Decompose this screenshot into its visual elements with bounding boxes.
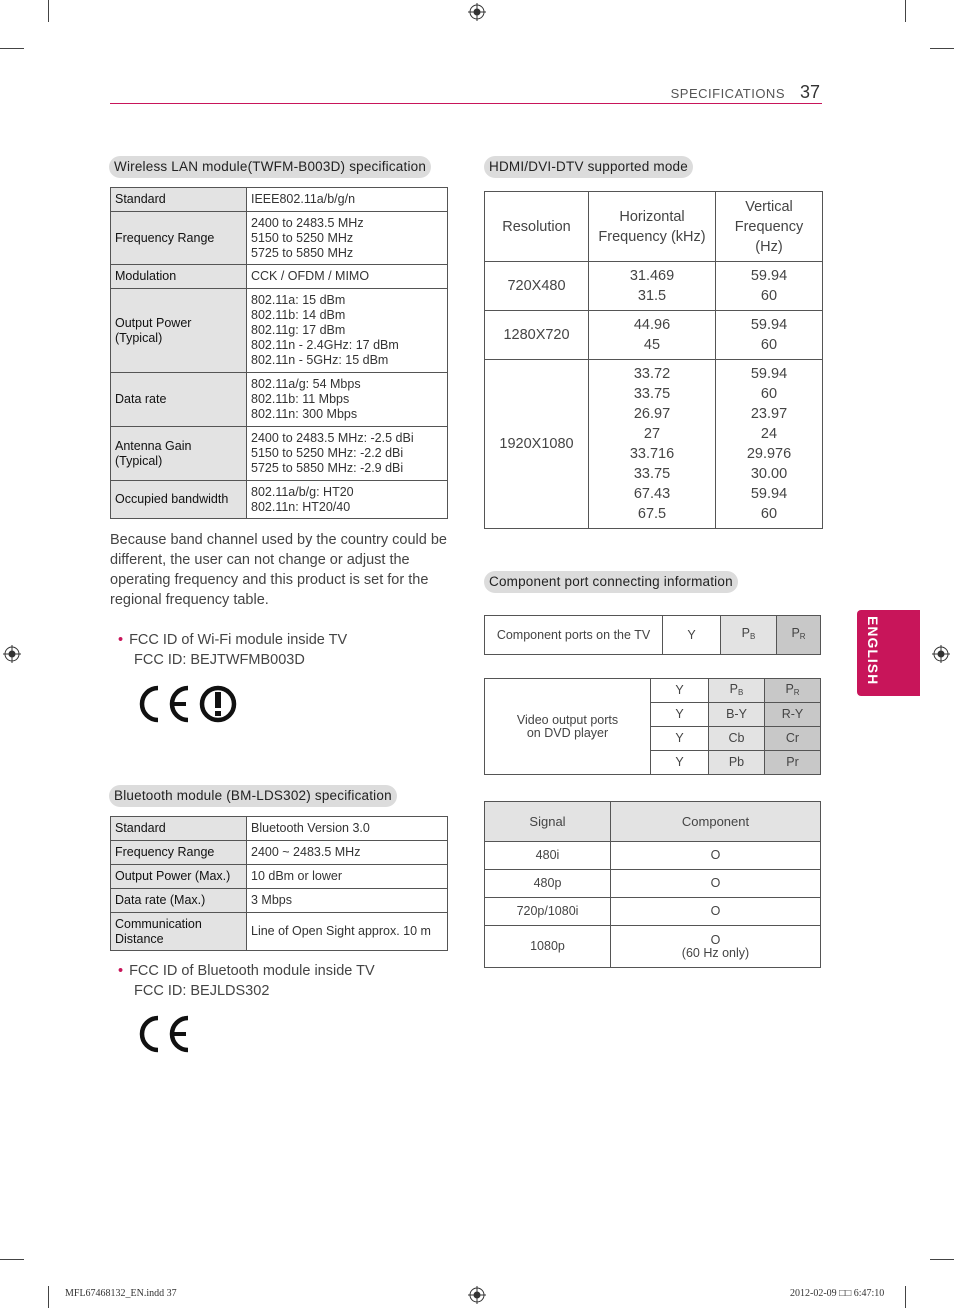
port-pb: $P_B$	[709, 679, 765, 703]
table-header-row	[485, 802, 821, 842]
bt-fcc-line2: FCC ID: BEJLDS302	[134, 983, 270, 999]
table-row	[111, 212, 448, 265]
bt-fcc-line1: FCC ID of Bluetooth module inside TV	[129, 963, 375, 979]
component-cell: O	[611, 898, 821, 926]
spec-label: Modulation	[111, 265, 247, 289]
port-y: Y	[651, 727, 709, 751]
spec-value: 802.11a: 15 dBm 802.11b: 14 dBm 802.11g: 17 dBm 802.11n - 2.4GHz: 17 dBm 802.11n - 5GHz: 15 dBm	[247, 289, 448, 373]
wifi-fcc-line2: FCC ID: BEJTWFMB003D	[134, 652, 305, 668]
spec-value: 802.11a/g: 54 Mbps 802.11b: 11 Mbps 802.11n: 300 Mbps	[247, 373, 448, 427]
spec-value: 3 Mbps	[247, 889, 448, 913]
port-pr: Pr	[765, 751, 821, 775]
resolution-cell: 1920X1080	[485, 360, 589, 529]
table-row	[111, 289, 448, 373]
signal-support-table	[484, 801, 821, 968]
column-header: Vertical Frequency (Hz)	[716, 192, 823, 262]
table-row	[111, 913, 448, 951]
port-pr: Cr	[765, 727, 821, 751]
signal-cell: 720p/1080i	[485, 898, 611, 926]
table-row	[111, 427, 448, 481]
ce-alert-mark-icon	[136, 684, 240, 724]
page-number: 37	[800, 82, 821, 102]
frequency-note: Because band channel used by the country could be different, the user can not change or adjust the operating frequency and this product is set for the regional frequency table.	[110, 532, 447, 608]
footer-filename: MFL67468132_EN.indd 37	[65, 1288, 177, 1299]
component-cell: O	[611, 842, 821, 870]
table-row	[111, 889, 448, 913]
ce-mark-icon	[136, 1014, 192, 1054]
port-y: Y	[651, 679, 709, 703]
table-header-row	[485, 192, 823, 262]
spec-value: Bluetooth Version 3.0	[247, 817, 448, 841]
bullet-icon: •	[118, 963, 124, 979]
registration-mark-icon	[932, 645, 950, 663]
spec-value: 10 dBm or lower	[247, 865, 448, 889]
resolution-cell: 720X480	[485, 262, 589, 311]
port-pr: R-Y	[765, 703, 821, 727]
spec-label: Standard	[111, 188, 247, 212]
spec-label: Frequency Range	[111, 212, 247, 265]
column-header: Horizontal Frequency (kHz)	[589, 192, 716, 262]
spec-value: IEEE802.11a/b/g/n	[247, 188, 448, 212]
table-row	[111, 188, 448, 212]
dvd-ports-label: Video output ports on DVD player	[485, 679, 651, 775]
registration-mark-icon	[468, 3, 486, 21]
footer-timestamp: 2012-02-09 □□ 6:47:10	[790, 1288, 885, 1299]
registration-mark-icon	[468, 1286, 486, 1304]
table-row	[111, 865, 448, 889]
spec-value: 802.11a/b/g: HT20 802.11n: HT20/40	[247, 481, 448, 519]
port-pr: $P_R$	[777, 616, 821, 655]
port-y: Y	[651, 751, 709, 775]
column-header: Signal	[485, 802, 611, 842]
port-pb: Pb	[709, 751, 765, 775]
port-y: Y	[663, 616, 721, 655]
table-row	[111, 373, 448, 427]
spec-label: Output Power (Max.)	[111, 865, 247, 889]
tv-ports-label: Component ports on the TV	[485, 616, 663, 655]
spec-label: Frequency Range	[111, 841, 247, 865]
table-row	[485, 360, 823, 529]
registration-mark-icon	[3, 645, 21, 663]
port-pb: $P_B$	[721, 616, 777, 655]
v-freq-cell: 59.94 60	[716, 311, 823, 360]
h-freq-cell: 33.72 33.75 26.97 27 33.716 33.75 67.43 67.5	[589, 360, 716, 529]
wifi-fcc-line1: FCC ID of Wi-Fi module inside TV	[129, 632, 348, 648]
wifi-fcc-item	[118, 630, 448, 670]
spec-label: Antenna Gain (Typical)	[111, 427, 247, 481]
port-pr: $P_R$	[765, 679, 821, 703]
table-row	[111, 817, 448, 841]
h-freq-cell: 44.96 45	[589, 311, 716, 360]
component-cell: O	[611, 870, 821, 898]
dvd-output-ports-table	[484, 678, 821, 775]
v-freq-cell: 59.94 60 23.97 24 29.976 30.00 59.94 60	[716, 360, 823, 529]
table-row	[485, 311, 823, 360]
table-row	[485, 870, 821, 898]
table-row	[485, 679, 821, 703]
bt-section-title: Bluetooth module (BM-LDS302) specification	[109, 785, 397, 807]
wlan-spec-table	[110, 187, 448, 519]
v-freq-cell: 59.94 60	[716, 262, 823, 311]
header-rule	[110, 103, 822, 104]
spec-label: Output Power (Typical)	[111, 289, 247, 373]
column-header: Resolution	[485, 192, 589, 262]
spec-value: CCK / OFDM / MIMO	[247, 265, 448, 289]
bt-fcc-item	[118, 961, 448, 1001]
component-cell: O (60 Hz only)	[611, 926, 821, 968]
h-freq-cell: 31.469 31.5	[589, 262, 716, 311]
hdmi-section-title: HDMI/DVI-DTV supported mode	[484, 156, 693, 178]
column-header: Component	[611, 802, 821, 842]
spec-label: Standard	[111, 817, 247, 841]
table-row	[111, 841, 448, 865]
port-y: Y	[651, 703, 709, 727]
resolution-cell: 1280X720	[485, 311, 589, 360]
running-header: SPECIFICATIONS	[670, 86, 785, 101]
hdmi-mode-table	[484, 191, 823, 529]
table-row	[485, 898, 821, 926]
tv-component-ports-table	[484, 615, 821, 655]
wlan-section-title: Wireless LAN module(TWFM-B003D) specification	[109, 156, 431, 178]
spec-value: 2400 to 2483.5 MHz: -2.5 dBi 5150 to 5250 MHz: -2.2 dBi 5725 to 5850 MHz: -2.9 dBi	[247, 427, 448, 481]
spec-label: Data rate	[111, 373, 247, 427]
component-section-title: Component port connecting information	[484, 571, 738, 593]
table-row	[111, 481, 448, 519]
spec-value: 2400 to 2483.5 MHz 5150 to 5250 MHz 5725 to 5850 MHz	[247, 212, 448, 265]
table-row	[485, 262, 823, 311]
table-row	[485, 616, 821, 655]
table-row	[111, 265, 448, 289]
spec-value: Line of Open Sight approx. 10 m	[247, 913, 448, 951]
spec-label: Communication Distance	[111, 913, 247, 951]
language-tab-label: ENGLISH	[865, 616, 881, 686]
table-row	[485, 926, 821, 968]
signal-cell: 1080p	[485, 926, 611, 968]
port-pb: Cb	[709, 727, 765, 751]
bt-spec-table	[110, 816, 448, 951]
spec-label: Occupied bandwidth	[111, 481, 247, 519]
signal-cell: 480p	[485, 870, 611, 898]
bullet-icon: •	[118, 632, 124, 648]
table-row	[485, 842, 821, 870]
spec-label: Data rate (Max.)	[111, 889, 247, 913]
spec-value: 2400 ~ 2483.5 MHz	[247, 841, 448, 865]
signal-cell: 480i	[485, 842, 611, 870]
port-pb: B-Y	[709, 703, 765, 727]
